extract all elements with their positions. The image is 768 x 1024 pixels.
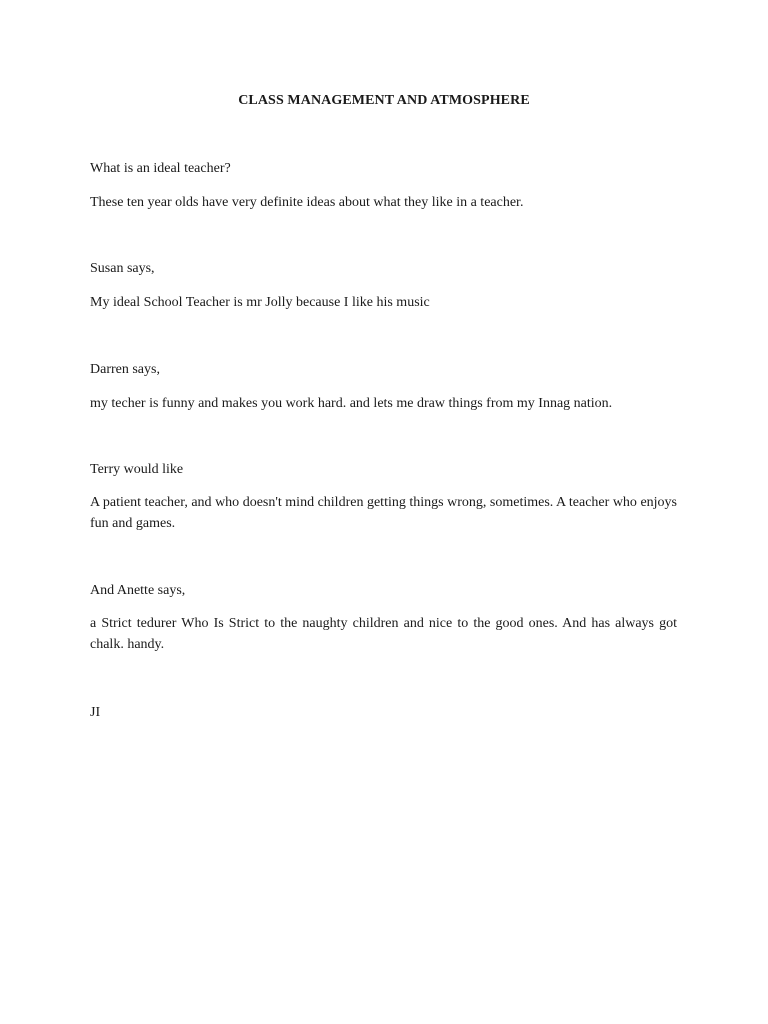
quote-terry: A patient teacher, and who doesn't mind children getting things wrong, sometimes. A teacher who enjoys fun and games. [90,495,677,531]
quote-anette: a Strict tedurer Who Is Strict to the naughty children and nice to the good ones. And has always got chalk. handy. [90,616,677,652]
speaker-anette: And Anette says, [90,583,186,598]
speaker-terry: Terry would like [90,462,184,477]
quote-darren: my techer is funny and makes you work hard. and lets me draw things from my Innag nation. [90,396,613,411]
quote-susan: My ideal School Teacher is mr Jolly because I like his music [90,295,430,310]
signature: JI [90,705,101,720]
speaker-darren: Darren says, [90,362,160,377]
intro-question: What is an ideal teacher? [90,161,231,176]
intro-text: These ten year olds have very definite ideas about what they like in a teacher. [90,195,524,210]
document-title: CLASS MANAGEMENT AND ATMOSPHERE [238,93,530,108]
speaker-susan: Susan says, [90,261,155,276]
